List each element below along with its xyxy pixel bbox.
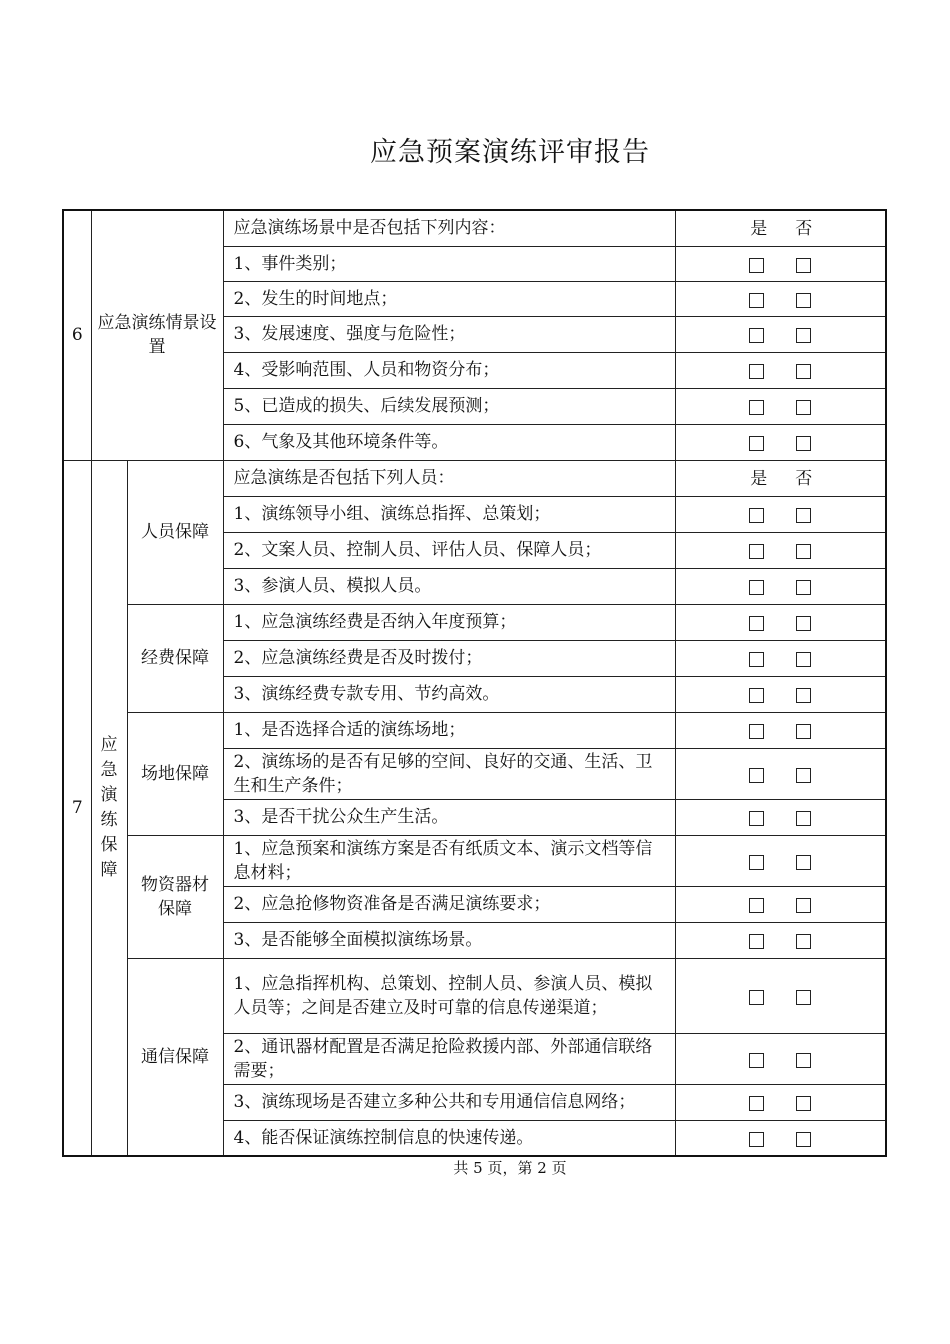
no-checkbox[interactable] xyxy=(796,544,811,559)
yes-checkbox[interactable] xyxy=(749,328,764,343)
item-text: 2、演练场的是否有足够的空间、良好的交通、生活、卫生和生产条件； xyxy=(223,748,675,799)
checkbox-cell xyxy=(675,676,886,712)
section-category xyxy=(91,210,223,460)
no-checkbox[interactable] xyxy=(796,934,811,949)
no-checkbox[interactable] xyxy=(796,1132,811,1147)
item-text: 1、应急预案和演练方案是否有纸质文本、演示文档等信息材料； xyxy=(223,835,675,886)
section-number: 6 xyxy=(63,210,91,460)
table-header-cell: 应急演练是否包括下列人员： xyxy=(223,460,675,496)
yes-checkbox[interactable] xyxy=(749,1096,764,1111)
yes-checkbox[interactable] xyxy=(749,990,764,1005)
checkbox-cell xyxy=(675,922,886,958)
checkbox-cell xyxy=(675,640,886,676)
yes-label: 是 xyxy=(750,219,768,240)
no-checkbox[interactable] xyxy=(796,616,811,631)
subcategory: 通信保障 xyxy=(127,958,223,1156)
checkbox-cell xyxy=(675,246,886,281)
subcategory xyxy=(127,835,223,958)
checkbox-cell xyxy=(675,799,886,835)
item-text: 1、应急演练经费是否纳入年度预算； xyxy=(223,604,675,640)
item-text: 2、发生的时间地点； xyxy=(223,281,675,316)
no-checkbox[interactable] xyxy=(796,688,811,703)
yes-checkbox[interactable] xyxy=(749,616,764,631)
yes-checkbox[interactable] xyxy=(749,811,764,826)
yes-checkbox[interactable] xyxy=(749,258,764,273)
item-text: 1、是否选择合适的演练场地； xyxy=(223,712,675,748)
checkbox-cell xyxy=(675,424,886,460)
no-checkbox[interactable] xyxy=(796,508,811,523)
checkbox-cell xyxy=(675,532,886,568)
yes-label: 是 xyxy=(750,469,768,489)
yes-checkbox[interactable] xyxy=(749,688,764,703)
table-row xyxy=(63,712,886,748)
yes-checkbox[interactable] xyxy=(749,400,764,415)
yes-checkbox[interactable] xyxy=(749,855,764,870)
item-text: 1、演练领导小组、演练总指挥、总策划； xyxy=(223,496,675,532)
yes-checkbox[interactable] xyxy=(749,934,764,949)
yes-checkbox[interactable] xyxy=(749,724,764,739)
no-checkbox[interactable] xyxy=(796,768,811,783)
item-text: 3、发展速度、强度与危险性； xyxy=(223,316,675,352)
no-label: 否 xyxy=(795,469,813,489)
item-text: 1、应急指挥机构、总策划、控制人员、参演人员、模拟人员等；之间是否建立及时可靠的信息传递渠道； xyxy=(223,958,675,1033)
no-checkbox[interactable] xyxy=(796,328,811,343)
checkbox-cell xyxy=(675,958,886,1033)
checkbox-cell xyxy=(675,1120,886,1156)
no-checkbox[interactable] xyxy=(796,990,811,1005)
checkbox-cell xyxy=(675,496,886,532)
table-row xyxy=(63,210,886,246)
item-text: 3、演练经费专款专用、节约高效。 xyxy=(223,676,675,712)
item-text: 2、应急抢修物资准备是否满足演练要求； xyxy=(223,886,675,922)
item-text: 3、是否干扰公众生产生活。 xyxy=(223,799,675,835)
yes-checkbox[interactable] xyxy=(749,293,764,308)
section-category xyxy=(91,460,127,1156)
no-checkbox[interactable] xyxy=(796,811,811,826)
table-row xyxy=(63,835,886,886)
yes-no-header xyxy=(675,210,886,246)
checkbox-cell xyxy=(675,712,886,748)
yes-checkbox[interactable] xyxy=(749,1132,764,1147)
checkbox-cell xyxy=(675,604,886,640)
section-number: 7 xyxy=(63,460,91,1156)
no-label: 否 xyxy=(795,219,813,240)
no-checkbox[interactable] xyxy=(796,1096,811,1111)
no-checkbox[interactable] xyxy=(796,855,811,870)
item-text: 3、是否能够全面模拟演练场景。 xyxy=(223,922,675,958)
table-row xyxy=(63,460,886,496)
yes-checkbox[interactable] xyxy=(749,1053,764,1068)
no-checkbox[interactable] xyxy=(796,364,811,379)
table-row xyxy=(63,958,886,1033)
table-header-cell: 应急演练场景中是否包括下列内容： xyxy=(223,210,675,246)
page-footer: 共 5 页，第 2 页 xyxy=(453,1159,567,1177)
yes-checkbox[interactable] xyxy=(749,436,764,451)
no-checkbox[interactable] xyxy=(796,400,811,415)
document-title: 应急预案演练评审报告 xyxy=(370,137,650,168)
subcategory-label: 物资器材保障 xyxy=(141,874,209,919)
subcategory: 人员保障 xyxy=(127,460,223,604)
no-checkbox[interactable] xyxy=(796,1053,811,1068)
yes-checkbox[interactable] xyxy=(749,652,764,667)
item-text: 2、应急演练经费是否及时拨付； xyxy=(223,640,675,676)
item-text: 1、事件类别； xyxy=(223,246,675,281)
item-text: 2、文案人员、控制人员、评估人员、保障人员； xyxy=(223,532,675,568)
table-row xyxy=(63,604,886,640)
checkbox-cell xyxy=(675,1084,886,1120)
no-checkbox[interactable] xyxy=(796,293,811,308)
section-category-label: 应急演练保障 xyxy=(100,734,118,880)
checkbox-cell xyxy=(675,886,886,922)
review-table xyxy=(62,209,887,1157)
item-text: 5、已造成的损失、后续发展预测； xyxy=(223,388,675,424)
no-checkbox[interactable] xyxy=(796,652,811,667)
checkbox-cell xyxy=(675,568,886,604)
no-checkbox[interactable] xyxy=(796,580,811,595)
item-text: 2、通讯器材配置是否满足抢险救援内部、外部通信联络需要； xyxy=(223,1033,675,1084)
checkbox-cell xyxy=(675,316,886,352)
checkbox-cell xyxy=(675,352,886,388)
item-text: 4、受影响范围、人员和物资分布； xyxy=(223,352,675,388)
item-text: 6、气象及其他环境条件等。 xyxy=(223,424,675,460)
checkbox-cell xyxy=(675,281,886,316)
no-checkbox[interactable] xyxy=(796,436,811,451)
checkbox-cell xyxy=(675,835,886,886)
subcategory: 经费保障 xyxy=(127,604,223,712)
yes-checkbox[interactable] xyxy=(749,898,764,913)
no-checkbox[interactable] xyxy=(796,724,811,739)
section-category-label: 应急演练情景设置 xyxy=(97,313,217,358)
no-checkbox[interactable] xyxy=(796,898,811,913)
checkbox-cell xyxy=(675,388,886,424)
yes-no-header xyxy=(675,460,886,496)
checkbox-cell xyxy=(675,1033,886,1084)
item-text: 3、演练现场是否建立多种公共和专用通信信息网络； xyxy=(223,1084,675,1120)
yes-checkbox[interactable] xyxy=(749,544,764,559)
item-text: 4、能否保证演练控制信息的快速传递。 xyxy=(223,1120,675,1156)
yes-checkbox[interactable] xyxy=(749,768,764,783)
subcategory: 场地保障 xyxy=(127,712,223,835)
item-text: 3、参演人员、模拟人员。 xyxy=(223,568,675,604)
yes-checkbox[interactable] xyxy=(749,364,764,379)
no-checkbox[interactable] xyxy=(796,258,811,273)
yes-checkbox[interactable] xyxy=(749,508,764,523)
yes-checkbox[interactable] xyxy=(749,580,764,595)
checkbox-cell xyxy=(675,748,886,799)
